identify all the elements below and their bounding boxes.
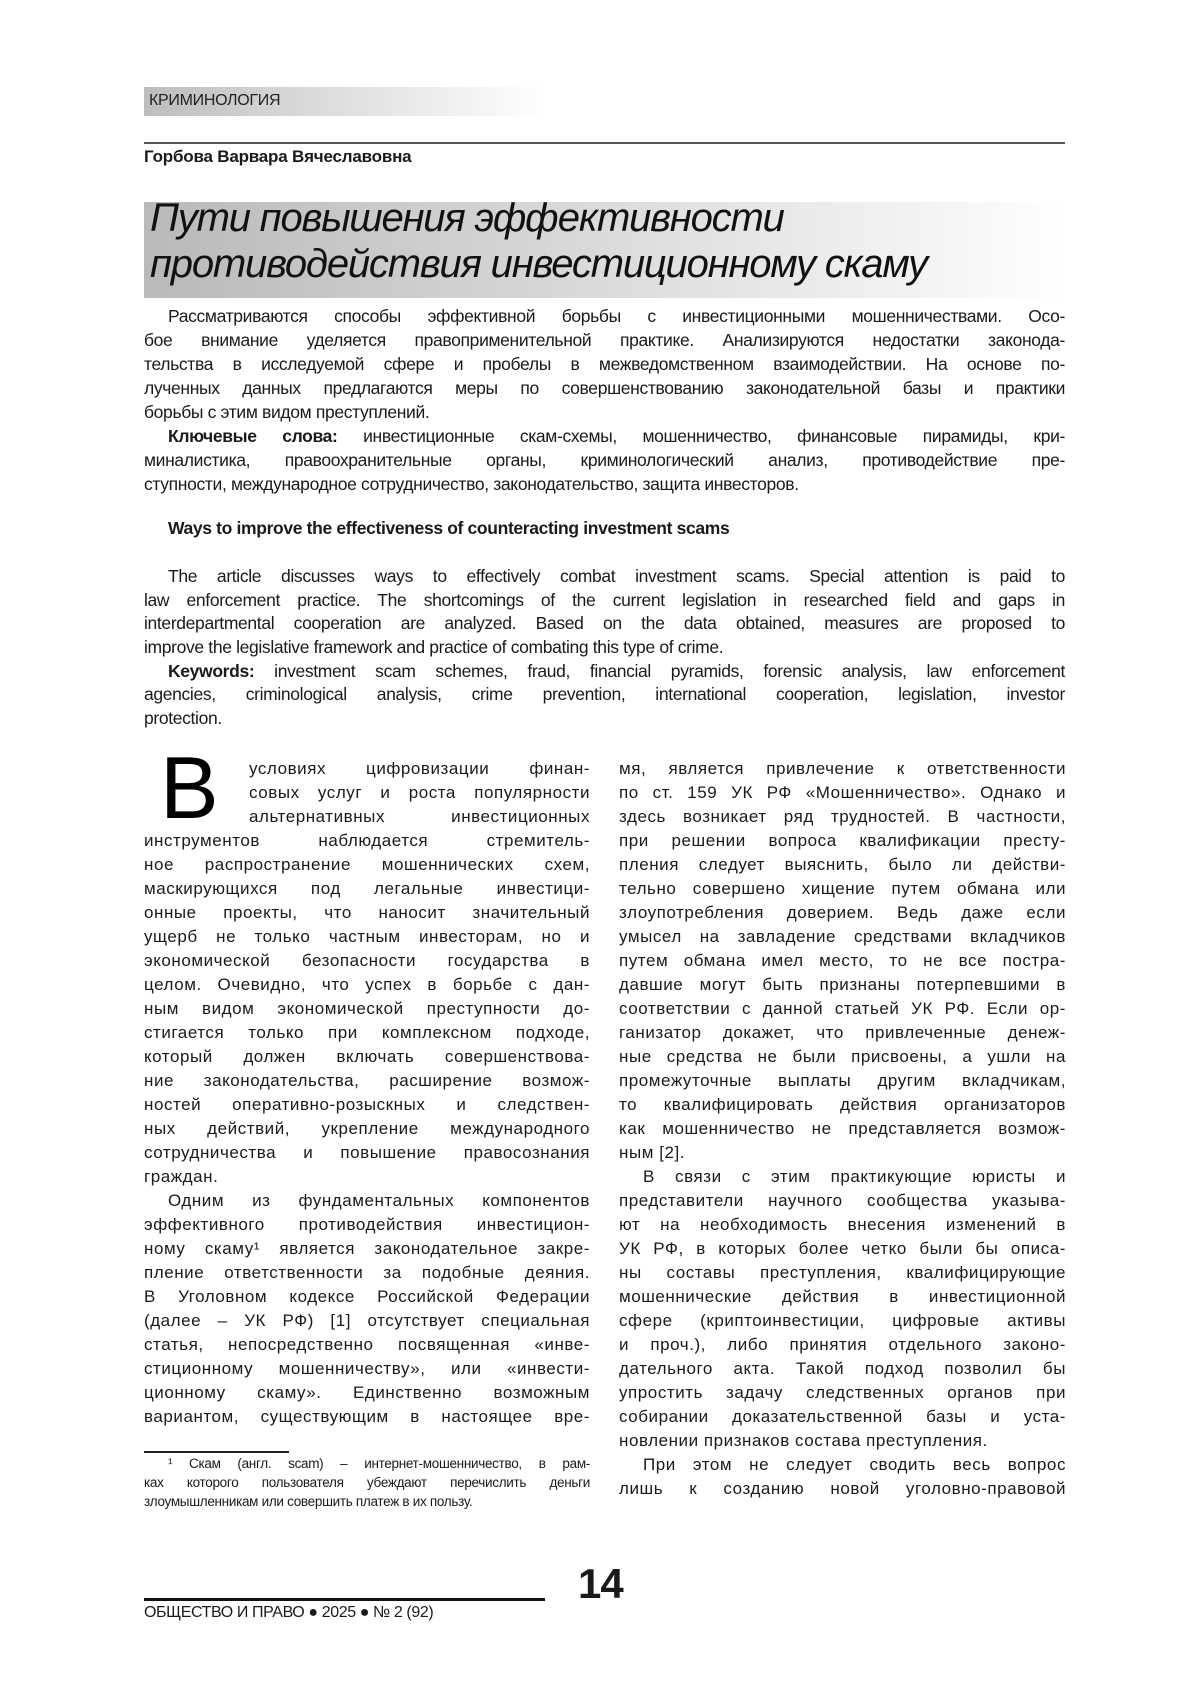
keywords-label: Keywords: [168,661,254,681]
footnote [144,1454,590,1511]
text-line: ных действий, укрепление международного [144,1117,590,1141]
text-line: ностей оперативно-розыскных и следствен- [144,1093,590,1117]
text-line: ному скаму¹ является законодательное закре- [144,1237,590,1261]
left-column [144,757,590,1429]
text-line: ционному скаму». Единственно возможным [144,1381,590,1405]
text-line: ют на необходимость внесения изменений в [619,1213,1066,1237]
text-line: (далее – УК РФ) [1] отсутствует специальная [144,1309,590,1333]
text-line: сотрудничества и повышение правосознания [144,1141,590,1165]
text-line: экономической безопасности государства в [144,949,590,973]
text-line: давшие могут быть признаны потерпевшими в [619,973,1066,997]
text-line: ные средства не были присвоены, а ушли на [619,1045,1066,1069]
text-line: путем обмана имел место, то не все постра- [619,949,1066,973]
text-line: совых услуг и роста популярности [144,781,590,805]
text-line: и проч.), либо принятия отдельного законо- [619,1333,1066,1357]
text-line: упростить задачу следственных органов при [619,1381,1066,1405]
text-line: как мошенничество не представляется возмож- [619,1117,1066,1141]
text-line: промежуточные выплаты другим вкладчикам, [619,1069,1066,1093]
page-number: 14 [578,1560,623,1608]
text-line: ганизатор докажет, что привлеченные денеж- [619,1021,1066,1045]
text-line: При этом не следует сводить весь вопрос [619,1453,1066,1477]
text-line: ние законодательства, расширение возмож- [144,1069,590,1093]
text-line: Одним из фундаментальных компонентов [144,1189,590,1213]
text-line: собирании доказательственной базы и уста- [619,1405,1066,1429]
text-line: В связи с этим практикующие юристы и [619,1165,1066,1189]
text-line: альтернативных инвестиционных [144,805,590,829]
keywords-text: investment scam schemes, fraud, financial pyramids, forensic analysis, law enforcement [254,661,1065,681]
text-line: тельства в исследуемой сфере и пробелы в межведомственном взаимодействии. На основе по- [144,352,1065,376]
text-line: ¹ Скам (англ. scam) – интернет-мошенничество, в рам- [144,1454,590,1473]
title-line: противодействия инвестиционному скаму [150,242,927,287]
text-line: ное распространение мошеннических схем, [144,853,590,877]
text-line: лученных данных предлагаются меры по совершенствованию законодательной базы и практики [144,376,1065,400]
text-line: при решении вопроса квалификации престу- [619,829,1066,853]
text-line: граждан. [144,1165,590,1189]
text-line: новлении признаков состава преступления. [619,1429,1066,1453]
keywords-text: инвестиционные скам-схемы, мошенничество, финансовые пирамиды, кри- [338,426,1065,446]
text-line: условиях цифровизации финан- [144,757,590,781]
right-column [619,757,1066,1501]
text-line: ны составы преступления, квалифицирующие [619,1261,1066,1285]
text-line: дательного акта. Такой подход позволил бы [619,1357,1066,1381]
text-line: ным [2]. [619,1141,1066,1165]
title-line: Пути повышения эффективности [150,196,784,241]
text-line: ущерб не только частным инвесторам, но и [144,925,590,949]
text-line: злоупотребления доверием. Ведь даже если [619,901,1066,925]
text-line: УК РФ, в которых более четко были бы описа- [619,1237,1066,1261]
article-title [144,202,1065,298]
text-line: здесь возникает ряд трудностей. В частности, [619,805,1066,829]
footnote-divider [144,1451,289,1453]
text-line: то квалифицировать действия организаторов [619,1093,1066,1117]
text-line [144,660,1065,684]
rubric-label: КРИМИНОЛОГИЯ [149,92,280,110]
text-line [144,424,1065,448]
text-line: борьбы с этим видом преступлений. [144,400,1065,424]
journal-footer: ОБЩЕСТВО И ПРАВО ● 2025 ● № 2 (92) [144,1604,433,1622]
text-line: пление ответственности за подобные деяния. [144,1261,590,1285]
text-line: ступности, международное сотрудничество, законодательство, защита инвесторов. [144,472,1065,496]
author-name: Горбова Варвара Вячеславовна [144,147,411,167]
text-line: лишь к созданию новой уголовно-правовой [619,1477,1066,1501]
text-line: бое внимание уделяется правоприменительной практике. Анализируются недостатки законода- [144,328,1065,352]
drop-cap: В [160,752,219,824]
text-line: злоумышленникам или совершить платеж в их пользу. [144,1492,590,1511]
footer-divider [144,1598,545,1601]
abstract-ru [144,304,1065,496]
text-line: ках которого пользователя убеждают перечислить деньги [144,1473,590,1492]
section-rubric [144,87,545,116]
text-line: The article discusses ways to effectively combat investment scams. Special attention is paid to [144,565,1065,589]
text-line: представители научного сообщества указыва- [619,1189,1066,1213]
text-line: interdepartmental cooperation are analyzed. Based on the data obtained, measures are proposed to [144,612,1065,636]
text-line: тельно совершено хищение путем обмана или [619,877,1066,901]
text-line: стигается только при комплексном подходе, [144,1021,590,1045]
text-line: мошеннические действия в инвестиционной [619,1285,1066,1309]
text-line: умысел на завладение средствами вкладчиков [619,925,1066,949]
text-line: инструментов наблюдается стремитель- [144,829,590,853]
text-line: law enforcement practice. The shortcomings of the current legislation in researched field and gaps in [144,589,1065,613]
text-line: ным видом экономической преступности до- [144,997,590,1021]
text-line: маскирующихся под легальные инвестици- [144,877,590,901]
text-line: онные проекты, что наносит значительный [144,901,590,925]
text-line: мя, является привлечение к ответственности [619,757,1066,781]
text-line: по ст. 159 УК РФ «Мошенничество». Однако и [619,781,1066,805]
text-line: protection. [144,707,1065,731]
text-line: стиционному мошенничеству», или «инвести- [144,1357,590,1381]
header-divider [144,142,1065,144]
text-line: В Уголовном кодексе Российской Федерации [144,1285,590,1309]
abstract-en [144,565,1065,731]
text-line: сфере (криптоинвестиции, цифровые активы [619,1309,1066,1333]
text-line: agencies, criminological analysis, crime prevention, international cooperation, legislation, investor [144,683,1065,707]
text-line: целом. Очевидно, что успех в борьбе с дан- [144,973,590,997]
text-line: который должен включать совершенствова- [144,1045,590,1069]
text-line: миналистика, правоохранительные органы, криминологический анализ, противодействие пре- [144,448,1065,472]
text-line: вариантом, существующим в настоящее вре- [144,1405,590,1429]
text-line: соответствии с данной статьей УК РФ. Если ор- [619,997,1066,1021]
text-line: эффективного противодействия инвестицион- [144,1213,590,1237]
keywords-label: Ключевые слова: [168,426,338,446]
text-line: пления следует выяснить, было ли действи- [619,853,1066,877]
text-line: статья, непосредственно посвященная «инве- [144,1333,590,1357]
text-line: Рассматриваются способы эффективной борьбы с инвестиционными мошенничествами. Осо- [144,304,1065,328]
english-title: Ways to improve the effectiveness of counteracting investment scams [168,518,729,539]
text-line: improve the legislative framework and practice of combating this type of crime. [144,636,1065,660]
